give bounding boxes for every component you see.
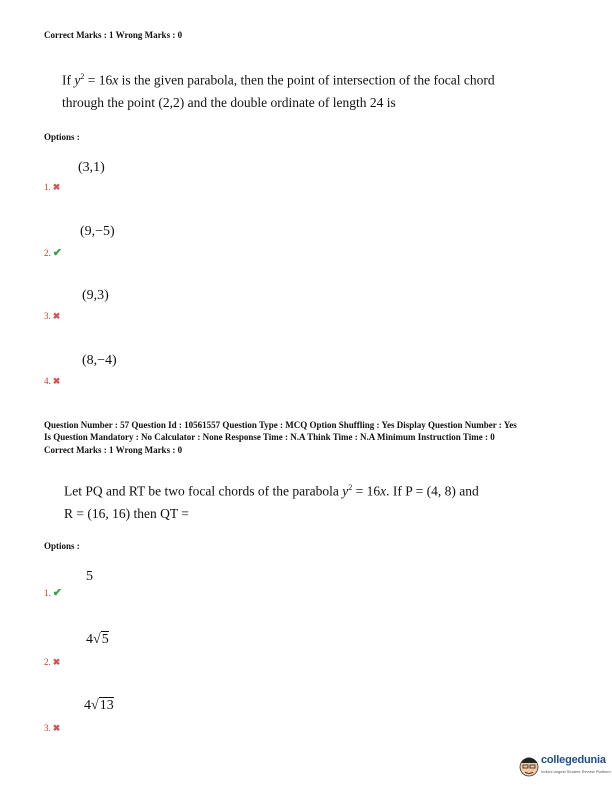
option-value: 4√5 [86,632,109,647]
brand-tagline: India's largest Student Review Platform [541,769,611,774]
check-icon: ✔ [52,247,62,259]
option-value: (9,3) [82,288,109,303]
option-number: 1. ✔ [44,587,62,599]
option-value: 4√13 [84,698,114,713]
option-number: 3. ✖ [44,723,61,733]
cross-icon: ✖ [52,657,61,667]
option-number: 1. ✖ [44,182,61,192]
option-number: 2. ✖ [44,657,61,667]
cross-icon: ✖ [52,723,61,733]
cross-icon: ✖ [52,376,61,386]
option-number: 2. ✔ [44,247,62,259]
option-number: 3. ✖ [44,311,61,321]
question-text: If $y^2 = 16x$ is the given parabola, then the point of intersection of the focal chord through the point (2,2) and the double ordinate of length 24 is [62,72,495,110]
option-value: 5 [86,569,93,584]
option-value: (3,1) [78,160,105,175]
options-label: Options : [44,132,80,142]
check-icon: ✔ [52,587,62,599]
marks-line: Correct Marks : 1 Wrong Marks : 0 [44,445,183,455]
option-value: (8,−4) [82,353,117,368]
option-number: 4. ✖ [44,376,61,386]
question-meta-line: Is Question Mandatory : No Calculator : None Response Time : N.A Think Time : N.A Minimum Instruction Time : 0 [44,432,495,442]
question-text: Let PQ and RT be two focal chords of the parabola $y^2 = 16x$. If P = (4, 8) and R = (16, 16) then QT = [64,483,479,521]
cross-icon: ✖ [52,182,61,192]
options-label: Options : [44,541,80,551]
brand-name: collegedunia [541,754,606,766]
question-meta-line: Question Number : 57 Question Id : 10561557 Question Type : MCQ Option Shuffling : Yes Display Question Number : Yes [44,420,517,430]
option-value: (9,−5) [80,224,115,239]
cross-icon: ✖ [52,311,61,321]
marks-line: Correct Marks : 1 Wrong Marks : 0 [44,30,183,40]
